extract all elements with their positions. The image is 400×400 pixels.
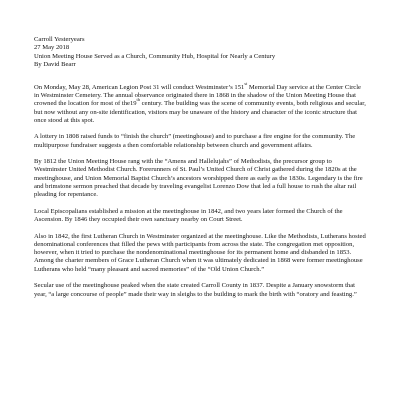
- article-headline: Union Meeting House Served as a Church, Community Hub, Hospital for Nearly a Century: [34, 52, 276, 60]
- paragraph-1-part-b: Memorial Day service at the Center Circle in Westminster Cemetery. The annual observance originated there in 1868 in the shadow of the Union Meeting House that crowned the location for most of the19: [34, 83, 361, 108]
- article-date: 27 May 2018: [34, 44, 70, 52]
- paragraph-2: A lottery in 1808 raised funds to “finish the church” (meetinghouse) and to purchase a fire engine for the community. The multipurpose fundraiser suggests a then comfortable relationship between church and government affairs.: [34, 133, 356, 149]
- column-title: Carroll Yesteryears: [34, 36, 85, 43]
- paragraph-1-part-c: century. The building was the scene of community events, both religious and secular, but now without any on-site identification, visitors may be unaware of the history and character of the iconic structure that once stood at this spot.: [34, 100, 366, 124]
- paragraph-3: By 1812 the Union Meeting House rang with the “Amens and Hallelujahs” of Methodists, the precursor group to Westminster United Methodist Church. Forerunners of St. Paul’s United Church of Christ gathered during the 1820s at the meetinghouse, and Union Memorial Baptist Church’s ancestors worshipped there as early as the 1830s. Legendary is the fire and brimstone sermon preached that decade by traveling evangelist Lorenzo Dow that led a full house to rush the altar rail pleading for repentance.: [34, 158, 363, 199]
- paragraph-4: Local Episcopalians established a mission at the meetinghouse in 1842, and two years later formed the Church of the Ascension. By 1846 they occupied their own sanctuary nearby on Court Street.: [34, 207, 343, 224]
- paragraph-6: Secular use of the meetinghouse peaked when the state created Carroll County in 1837. Despite a January snowstorm that year, “a large concourse of people” made their way in sleighs to the building to mark the birth with “oratory and feasting.”: [34, 282, 357, 298]
- ordinal-suffix-st: st: [244, 80, 248, 86]
- byline: By David Bearr: [34, 61, 76, 69]
- paragraph-1: [34, 80, 366, 125]
- ordinal-suffix-th: th: [136, 97, 140, 103]
- paragraph-1-part-a: On Monday, May 28, American Legion Post 31 will conduct Westminster’s 151: [34, 83, 245, 91]
- paragraph-5: Also in 1842, the first Lutheran Church in Westminster organized at the meetinghouse. Like the Methodists, Lutherans hosted denominational conferences that filled the pews with participants from across the state. The congregation met opposition, however, when it tried to purchase the nondenominational meetinghouse for its permanent home and disbanded in 1853. Among the charter members of Grace Lutheran Church when it was ultimately dedicated in 1868 were former meetinghouse Lutherans who held “many pleasant and sacred memories” of the “Old Union Church.”: [34, 232, 366, 273]
